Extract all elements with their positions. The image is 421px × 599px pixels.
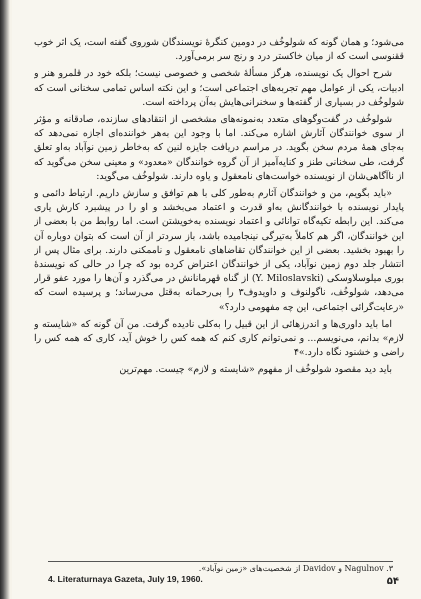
page-number: ۵۴ <box>386 576 399 587</box>
paragraph-5: اما باید داوری‌ها و اندرزهائی از این قبیل را به‌کلی نادیده گرفت. من آن گونه که «شایسته و لازم» بدانم، می‌نویسم... و نمی‌توانم کاری کنم که همه کس را خوش آید، کاری که همه کس را راضی و خشنود نگاه دارد.»۴ <box>34 318 404 359</box>
paragraph-3: شولوخُف در گفت‌وگوهای متعدد به‌نمونه‌های مشخصی از انتقادهای سازنده، صادقانه و مؤثر از سوی خوانندگان آثارش اشاره می‌کند. اما با وجود این به‌هر خواننده‌ای اجازه نمی‌دهد که به‌جای همهٔ مردم سخن بگوید. در مراسم دریافت جایزه لنین که به‌خاطر زمین نوآباد به‌او تعلق گرفت، طی سخنانی طنز و کنایه‌آمیز از آن گروه خوانندگان «معدود» و معینی سخن می‌گوید که از ناآگاهی‌شان از نویسنده خواست‌های نامعقول و یاوه دارند. شولوخُف می‌گوید: <box>34 114 404 182</box>
body-text <box>34 36 404 556</box>
footnotes <box>48 561 393 585</box>
footnote-3: ۳. Nagulnov و Davidov از شخصیت‌های «زمین نوآباد». <box>198 564 393 573</box>
paragraph-1: می‌شود؛ و همان گونه که شولوخُف در دومین کنگرهٔ نویسندگان شوروی گفته است، یک اثر خوب ققنوسی است که از میان خاکستر درد و رنج سر برمی‌آورد. <box>34 37 404 63</box>
footnote-4: 4. Literaturnaya Gazeta, July 19, 1960. <box>48 574 203 584</box>
quoted-passage: «باید بگویم، من و خوانندگان آثارم به‌طور کلی با هم توافق و سازش داریم. ارتباط دائمی و پایدار نویسنده با خوانندگانش به‌او قدرت و اعتماد می‌بخشد و او را در پیشبرد کارش یاری می‌کند. این رابطه تکیه‌گاه توانائی و اعتماد نویسنده به‌خویشتن است. اما روابط من با بعضی از این خوانندگان، اگر هم کاملاً به‌تیرگی نینجامیده باشد، باز سردتر از آن است که بتوان دوباره آن را بهبود بخشید. بعضی از این خوانندگان تقاضاهای نامعقول و ناممکنی دارند. برای مثال پس از انتشار جلد دوم زمین نوآباد، یکی از خوانندگان اعتراض کرده بود که چرا در حالی که نویسندهٔ بوری میلوسلاوسکی (Y. Miloslavski) از گناه قهرمانانش در می‌گذرد و آن‌ها را مورد عفو قرار می‌دهد، شولوخُف، ناگولنوف و داویدوف۳ را بی‌رحمانه به‌قتل می‌رساند؛ و پرسیده است که «رعایت‌گرائی اجتماعی، این چه مفهومی دارد؟» <box>34 188 404 313</box>
book-page <box>12 0 421 599</box>
paragraph-2: شرح احوال یک نویسنده، هرگز مسألهٔ شخصی و خصوصی نیست؛ بلکه خود در قلمرو هنر و ادبیات، یکی از عوامل مهم تجربه‌های اجتماعی است؛ و این نکته اساس تمامی سخنانی است که شولوخُف در بسیاری از گفته‌ها و سخنرانی‌هایش به‌آن پرداخته است. <box>34 68 404 108</box>
paragraph-6: باید دید مقصود شولوخُف از مفهوم «شایسته و لازم» چیست. مهم‌ترین <box>119 364 392 376</box>
